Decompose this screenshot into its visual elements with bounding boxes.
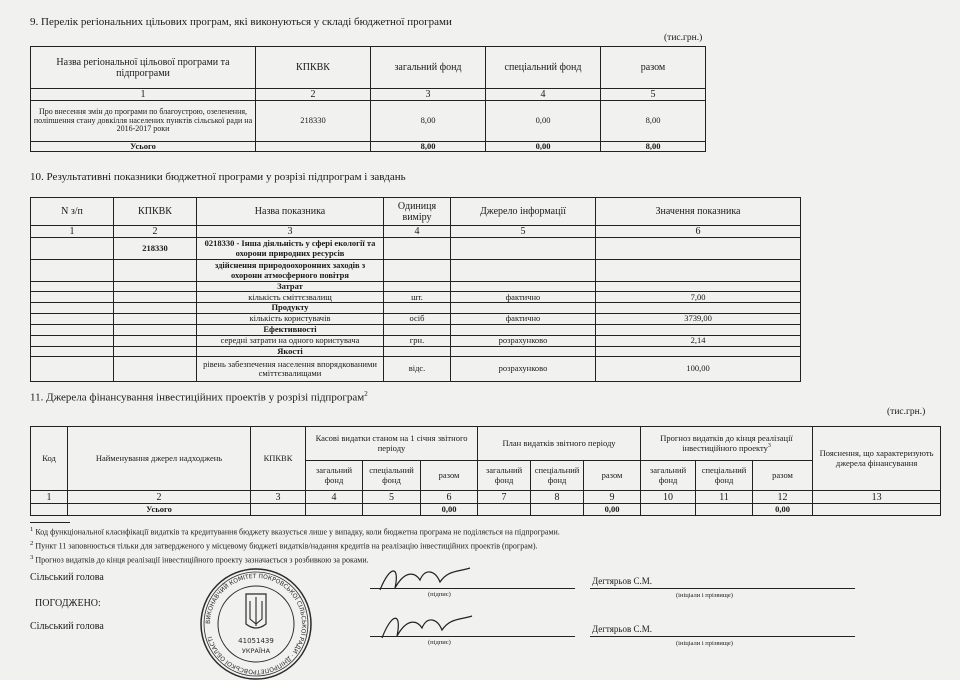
header-cell: загальний фонд xyxy=(371,47,486,89)
indicator-value: 2,14 xyxy=(596,335,801,346)
empty-cell xyxy=(31,292,114,303)
indicator-unit: грн. xyxy=(384,335,451,346)
empty-cell xyxy=(114,282,197,292)
column-number: 1 xyxy=(31,226,114,238)
column-number: 3 xyxy=(197,226,384,238)
empty-cell xyxy=(384,260,451,282)
empty-cell xyxy=(596,324,801,335)
section9-unit: (тис.грн.) xyxy=(664,33,703,43)
header-plan: План видатків звітного періоду xyxy=(478,427,641,461)
general-fund: 8,00 xyxy=(371,101,486,142)
signer-name: Дегтярьов С.М. xyxy=(592,576,652,586)
column-number: 8 xyxy=(531,491,584,504)
column-number: 4 xyxy=(486,89,601,101)
table-row xyxy=(31,335,801,346)
empty-cell xyxy=(451,303,596,313)
investment-sources-table xyxy=(30,426,941,516)
indicator-value: 3739,00 xyxy=(596,313,801,324)
indicator-source: розрахунково xyxy=(451,335,596,346)
section11-title-text: 11. Джерела фінансування інвестиційних проектів у розрізі підпрограм xyxy=(30,391,365,404)
indicator-value: 100,00 xyxy=(596,357,801,382)
header-cell: Одиниця виміру xyxy=(384,198,451,226)
empty-cell xyxy=(114,346,197,356)
total-special: 0,00 xyxy=(486,142,601,152)
empty-cell xyxy=(451,238,596,260)
header-cell: разом xyxy=(601,47,706,89)
name-caption: (ініціали і прізвище) xyxy=(676,640,733,647)
name-caption: (ініціали і прізвище) xyxy=(676,592,733,599)
column-number: 2 xyxy=(68,491,251,504)
total-forecast: 0,00 xyxy=(753,504,813,516)
task-row xyxy=(31,260,801,282)
stamp-ring-text: ВИКОНАВЧИЙ КОМІТЕТ ПОКРОВСЬКОЇ СІЛЬСЬКОЇ РАДИ · ДНІПРОПЕТРОВСЬКОЇ ОБЛАСТІ xyxy=(204,572,308,676)
footnote-2 xyxy=(30,540,537,551)
subheader-cell: разом xyxy=(584,461,641,491)
column-number: 3 xyxy=(371,89,486,101)
indicator-name: кількість сміттєзвалищ xyxy=(197,292,384,303)
indicator-group-row xyxy=(31,282,801,292)
table-row xyxy=(31,313,801,324)
column-number: 4 xyxy=(306,491,363,504)
total-label: Усього xyxy=(31,142,256,152)
total-label: Усього xyxy=(68,504,251,516)
empty-cell xyxy=(114,324,197,335)
subheader-cell: разом xyxy=(753,461,813,491)
column-number: 5 xyxy=(601,89,706,101)
empty-cell xyxy=(384,303,451,313)
empty-cell xyxy=(31,346,114,356)
empty-cell xyxy=(306,504,363,516)
header-cell: КПКВК xyxy=(114,198,197,226)
empty-cell xyxy=(384,282,451,292)
kpkvk: 218330 xyxy=(114,238,197,260)
subheader-cell: спеціальний фонд xyxy=(363,461,421,491)
total-row xyxy=(31,504,941,516)
section11-title xyxy=(30,390,368,404)
column-number: 13 xyxy=(813,491,941,504)
empty-cell xyxy=(31,504,68,516)
indicator-value: 7,00 xyxy=(596,292,801,303)
header-cell: Значення показника xyxy=(596,198,801,226)
column-number: 9 xyxy=(584,491,641,504)
header-cell: Назва регіональної цільової програми та підпрограми xyxy=(31,47,256,89)
header-cell: Джерело інформації xyxy=(451,198,596,226)
regional-programs-table xyxy=(30,46,706,152)
empty-cell xyxy=(531,504,584,516)
column-number: 7 xyxy=(478,491,531,504)
subheader-cell: разом xyxy=(421,461,478,491)
handwritten-signatures xyxy=(370,560,480,650)
empty-cell xyxy=(813,504,941,516)
empty-cell xyxy=(31,335,114,346)
empty-cell xyxy=(478,504,531,516)
performance-indicators-table xyxy=(30,197,801,382)
total-general: 8,00 xyxy=(371,142,486,152)
header-kpkvk: КПКВК xyxy=(251,427,306,491)
indicator-name: кількість користувачів xyxy=(197,313,384,324)
total: 8,00 xyxy=(601,101,706,142)
role-label: Сільський голова xyxy=(30,621,104,632)
footnote-ref: 2 xyxy=(364,390,368,398)
indicator-group: Ефективності xyxy=(197,324,384,335)
column-number: 1 xyxy=(31,89,256,101)
empty-cell xyxy=(451,346,596,356)
total-row xyxy=(31,142,706,152)
empty-cell xyxy=(384,324,451,335)
indicator-group: Продукту xyxy=(197,303,384,313)
footnote-3 xyxy=(30,554,369,565)
column-number: 2 xyxy=(114,226,197,238)
footnote-mark: 1 xyxy=(30,526,34,533)
program-row xyxy=(31,238,801,260)
indicator-unit: відс. xyxy=(384,357,451,382)
table-row xyxy=(31,357,801,382)
total-plan: 0,00 xyxy=(584,504,641,516)
empty-cell xyxy=(596,303,801,313)
subheader-cell: спеціальний фонд xyxy=(531,461,584,491)
empty-cell xyxy=(256,142,371,152)
column-number: 6 xyxy=(596,226,801,238)
section10-title: 10. Результативні показники бюджетної програми у розрізі підпрограм і завдань xyxy=(30,171,406,183)
header-cash: Касові видатки станом на 1 січня звітного періоду xyxy=(306,427,478,461)
column-number: 10 xyxy=(641,491,696,504)
header-cell: КПКВК xyxy=(256,47,371,89)
special-fund: 0,00 xyxy=(486,101,601,142)
indicator-source: фактично xyxy=(451,313,596,324)
total-cash: 0,00 xyxy=(421,504,478,516)
role-label: Сільський голова xyxy=(30,572,104,583)
empty-cell xyxy=(31,313,114,324)
empty-cell xyxy=(31,303,114,313)
program-name: Про внесення змін до програми по благоустрою, озеленення, поліпшення стану довкілля населених пунктів сільської ради на 2016-2017 роки xyxy=(31,101,256,142)
empty-cell xyxy=(696,504,753,516)
signature-caption: (підпис) xyxy=(428,639,451,646)
empty-cell xyxy=(363,504,421,516)
column-number: 12 xyxy=(753,491,813,504)
empty-cell xyxy=(451,260,596,282)
empty-cell xyxy=(114,303,197,313)
indicator-unit: шт. xyxy=(384,292,451,303)
agreed-label: ПОГОДЖЕНО: xyxy=(35,598,101,609)
column-number: 6 xyxy=(421,491,478,504)
section9-title: 9. Перелік регіональних цільових програм, які виконуються у складі бюджетної програми xyxy=(30,16,452,28)
program-name: 0218330 - Інша діяльність у сфері екології та охорони природних ресурсів xyxy=(197,238,384,260)
stamp-code: 41051439 xyxy=(238,637,274,645)
empty-cell xyxy=(641,504,696,516)
footnote-text: Код функціональної класифікації видатків та кредитування бюджету вказується лише у випадку, коли бюджетна програма не поділяється на підпрограми. xyxy=(35,527,560,537)
empty-cell xyxy=(596,346,801,356)
empty-cell xyxy=(31,357,114,382)
header-cell: спеціальний фонд xyxy=(486,47,601,89)
signer-name: Дегтярьов С.М. xyxy=(592,624,652,634)
header-code: Код xyxy=(31,427,68,491)
footnote-text: Пункт 11 заповнюється тільки для затвердженого у місцевому бюджеті видатків/надання кредитів на реалізацію інвестиційних проектів (програм). xyxy=(35,541,538,551)
empty-cell xyxy=(31,282,114,292)
task-name: здійснення природоохоронних заходів з охорони атмосферного повітря xyxy=(197,260,384,282)
empty-cell xyxy=(451,282,596,292)
indicator-group-row xyxy=(31,346,801,356)
column-number: 4 xyxy=(384,226,451,238)
header-notes: Пояснення, що характеризують джерела фінансування xyxy=(813,427,941,491)
empty-cell xyxy=(114,335,197,346)
empty-cell xyxy=(114,260,197,282)
column-number: 3 xyxy=(251,491,306,504)
empty-cell xyxy=(596,260,801,282)
subheader-cell: спеціальний фонд xyxy=(696,461,753,491)
empty-cell xyxy=(596,282,801,292)
indicator-unit: осіб xyxy=(384,313,451,324)
indicator-group-row xyxy=(31,303,801,313)
indicator-source: фактично xyxy=(451,292,596,303)
column-number: 1 xyxy=(31,491,68,504)
footnote-ref: 3 xyxy=(767,443,771,450)
subheader-cell: загальний фонд xyxy=(641,461,696,491)
empty-cell xyxy=(31,260,114,282)
official-stamp xyxy=(200,568,312,680)
subheader-cell: загальний фонд xyxy=(478,461,531,491)
signature-caption: (підпис) xyxy=(428,591,451,598)
footnote-1 xyxy=(30,526,560,537)
header-cell: Назва показника xyxy=(197,198,384,226)
indicator-source: розрахунково xyxy=(451,357,596,382)
empty-cell xyxy=(31,238,114,260)
empty-cell xyxy=(384,238,451,260)
kpkvk: 218330 xyxy=(256,101,371,142)
empty-cell xyxy=(114,313,197,324)
table-row xyxy=(31,292,801,303)
empty-cell xyxy=(31,324,114,335)
column-number: 5 xyxy=(451,226,596,238)
header-forecast xyxy=(641,427,813,461)
column-number: 5 xyxy=(363,491,421,504)
empty-cell xyxy=(384,346,451,356)
footnote-mark: 2 xyxy=(30,540,34,547)
column-number: 2 xyxy=(256,89,371,101)
empty-cell xyxy=(451,324,596,335)
footnote-text: Прогноз видатків до кінця реалізації інвестиційного проекту зазначається з розбивкою за роками. xyxy=(35,555,369,565)
header-cell: N з/п xyxy=(31,198,114,226)
subheader-cell: загальний фонд xyxy=(306,461,363,491)
table-row xyxy=(31,101,706,142)
header-name: Найменування джерел надходжень xyxy=(68,427,251,491)
stamp-country: УКРАЇНА xyxy=(241,647,271,655)
indicator-group: Затрат xyxy=(197,282,384,292)
indicator-group: Якості xyxy=(197,346,384,356)
section11-unit: (тис.грн.) xyxy=(887,407,926,417)
empty-cell xyxy=(596,238,801,260)
column-number: 11 xyxy=(696,491,753,504)
total-sum: 8,00 xyxy=(601,142,706,152)
empty-cell xyxy=(251,504,306,516)
indicator-name: рівень забезпечення населення впорядкованими сміттєзвалищами xyxy=(197,357,384,382)
header-forecast-text: Прогноз видатків до кінця реалізації інвестиційного проекту xyxy=(660,432,793,453)
footnote-mark: 3 xyxy=(30,554,34,561)
indicator-group-row xyxy=(31,324,801,335)
empty-cell xyxy=(114,357,197,382)
indicator-name: середні затрати на одного користувача xyxy=(197,335,384,346)
empty-cell xyxy=(114,292,197,303)
